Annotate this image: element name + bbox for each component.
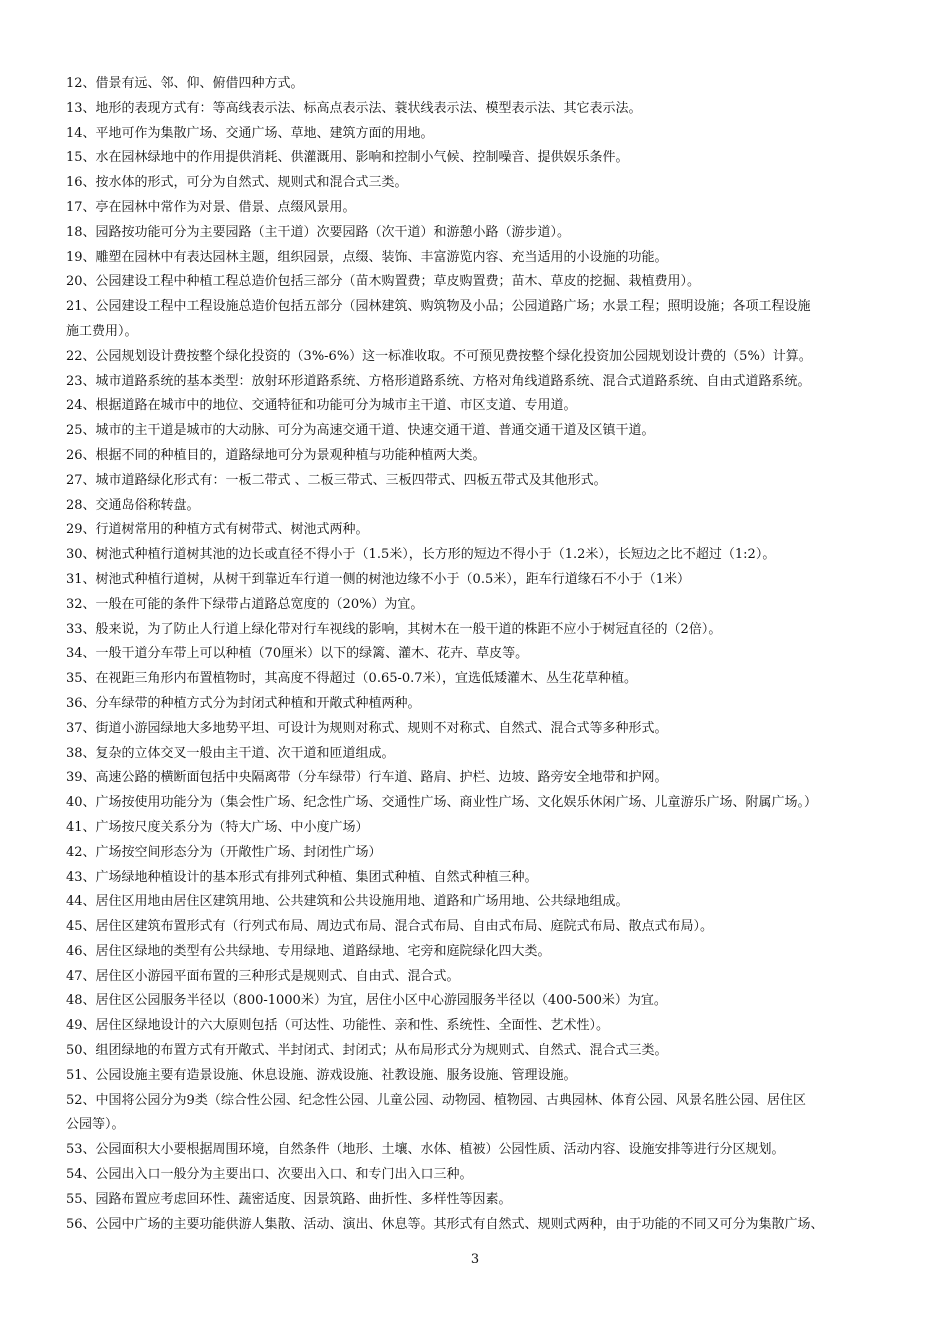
text-line: 32、一般在可能的条件下绿带占道路总宽度的（20%）为宜。 <box>66 596 424 612</box>
text-line: 35、在视距三角形内布置植物时，其高度不得超过（0.65-0.7米），宜选低矮灌木、丛生花草种植。 <box>66 671 638 687</box>
text-line: 20、公园建设工程中种植工程总造价包括三部分（苗木购置费；草皮购置费；苗木、草皮的挖掘、栽植费用）。 <box>66 274 701 290</box>
page-number: 3 <box>470 1252 480 1267</box>
text-body <box>66 72 884 1237</box>
text-line: 47、居住区小游园平面布置的三种形式是规则式、自由式、混合式。 <box>66 968 460 984</box>
text-line: 38、复杂的立体交叉一般由主干道、次干道和匝道组成。 <box>66 745 395 761</box>
text-line: 施工费用）。 <box>66 323 138 339</box>
text-line: 29、行道树常用的种植方式有树带式、树池式两种。 <box>66 522 369 538</box>
text-line: 37、街道小游园绿地大多地势平坦、可设计为规则对称式、规则不对称式、自然式、混合式等多种形式。 <box>66 720 668 736</box>
text-line: 19、雕塑在园林中有表达园林主题，组织园景，点缀、装饰、丰富游览内容、充当适用的小设施的功能。 <box>66 249 668 265</box>
text-line: 21、公园建设工程中工程设施总造价包括五部分（园林建筑、购筑物及小品；公园道路广场；水景工程；照明设施；各项工程设施 <box>66 299 811 315</box>
text-line: 51、公园设施主要有造景设施、休息设施、游戏设施、社教设施、服务设施、管理设施。 <box>66 1067 577 1083</box>
text-line: 28、交通岛俗称转盘。 <box>66 497 200 513</box>
text-line: 53、公园面积大小要根据周围环境，自然条件（地形、土壤、水体、植被）公园性质、活动内容、设施安排等进行分区规划。 <box>66 1142 785 1158</box>
text-line: 31、树池式种植行道树，从树干到靠近车行道一侧的树池边缘不小于（0.5米），距车行道缘石不小于（1米） <box>66 571 690 587</box>
text-line: 39、高速公路的横断面包括中央隔离带（分车绿带）行车道、路肩、护栏、边坡、路旁安全地带和护网。 <box>66 770 668 786</box>
text-line: 30、树池式种植行道树其池的边长或直径不得小于（1.5米），长方形的短边不得小于（1.2米），长短边之比不超过（1:2）。 <box>66 547 776 563</box>
text-line: 24、根据道路在城市中的地位、交通特征和功能可分为城市主干道、市区支道、专用道。 <box>66 398 577 414</box>
text-line: 25、城市的主干道是城市的大动脉、可分为高速交通干道、快速交通干道、普通交通干道及区镇干道。 <box>66 423 655 439</box>
text-line: 48、居住区公园服务半径以（800-1000米）为宜，居住小区中心游园服务半径以（400-500米）为宜。 <box>66 993 667 1009</box>
text-line: 33、般来说，为了防止人行道上绿化带对行车视线的影响，其树木在一般干道的株距不应小于树冠直径的（2倍）。 <box>66 621 722 637</box>
text-line: 16、按水体的形式，可分为自然式、规则式和混合式三类。 <box>66 175 408 191</box>
text-line: 49、居住区绿地设计的六大原则包括（可达性、功能性、亲和性、系统性、全面性、艺术性）。 <box>66 1018 610 1034</box>
text-line: 44、居住区用地由居住区建筑用地、公共建筑和公共设施用地、道路和广场用地、公共绿地组成。 <box>66 894 629 910</box>
text-line: 54、公园出入口一般分为主要出口、次要出入口、和专门出入口三种。 <box>66 1167 473 1183</box>
text-line: 27、城市道路绿化形式有：一板二带式 、二板三带式、三板四带式、四板五带式及其他形式。 <box>66 472 607 488</box>
text-line: 12、借景有远、邻、仰、俯借四种方式。 <box>66 76 304 91</box>
text-line: 55、园路布置应考虑回环性、蔬密适度、因景筑路、曲折性、多样性等因素。 <box>66 1191 512 1207</box>
text-line: 22、公园规划设计费按整个绿化投资的（3%-6%）这一标准收取。不可预见费按整个绿化投资加公园规划设计费的（5%）计算。 <box>66 348 812 364</box>
text-line: 13、地形的表现方式有：等高线表示法、标高点表示法、蓑状线表示法、模型表示法、其它表示法。 <box>66 100 642 116</box>
text-line: 45、居住区建筑布置形式有（行列式布局、周边式布局、混合式布局、自由式布局、庭院式布局、散点式布局）。 <box>66 919 714 935</box>
text-line: 56、公园中广场的主要功能供游人集散、活动、演出、休息等。其形式有自然式、规则式两种，由于功能的不同又可分为集散广场、 <box>66 1216 824 1232</box>
text-line: 34、一般干道分车带上可以种植（70厘米）以下的绿篱、灌木、花卉、草皮等。 <box>66 646 529 662</box>
text-line: 42、广场按空间形态分为（开敞性广场、封闭性广场） <box>66 844 382 860</box>
text-line: 43、广场绿地种植设计的基本形式有排列式种植、集团式种植、自然式种植三种。 <box>66 869 538 885</box>
text-line: 15、水在园林绿地中的作用提供消耗、供灌溉用、影响和控制小气候、控制噪音、提供娱乐条件。 <box>66 150 629 166</box>
text-line: 46、居住区绿地的类型有公共绿地、专用绿地、道路绿地、宅旁和庭院绿化四大类。 <box>66 943 551 959</box>
text-line: 41、广场按尺度关系分为（特大广场、中小度广场） <box>66 819 369 835</box>
text-line: 14、平地可作为集散广场、交通广场、草地、建筑方面的用地。 <box>66 125 434 141</box>
text-line: 50、组团绿地的布置方式有开敞式、半封闭式、封闭式；从布局形式分为规则式、自然式、混合式三类。 <box>66 1043 668 1059</box>
text-line: 36、分车绿带的种植方式分为封闭式种植和开敞式种植两种。 <box>66 695 421 711</box>
text-line: 公园等）。 <box>66 1117 125 1133</box>
text-line: 23、城市道路系统的基本类型：放射环形道路系统、方格形道路系统、方格对角线道路系统、混合式道路系统、自由式道路系统。 <box>66 373 811 389</box>
text-line: 26、根据不同的种植目的，道路绿地可分为景观种植与功能种植两大类。 <box>66 447 486 463</box>
text-line: 40、广场按使用功能分为（集会性广场、纪念性广场、交通性广场、商业性广场、文化娱乐休闲广场、儿童游乐广场、附属广场。） <box>66 795 818 811</box>
text-line: 18、园路按功能可分为主要园路（主干道）次要园路（次干道）和游憩小路（游步道）。 <box>66 224 571 240</box>
text-line: 17、亭在园林中常作为对景、借景、点缀风景用。 <box>66 199 356 215</box>
text-line: 52、中国将公园分为9类（综合性公园、纪念性公园、儿童公园、动物园、植物园、古典园林、体育公园、风景名胜公园、居住区 <box>66 1092 806 1108</box>
